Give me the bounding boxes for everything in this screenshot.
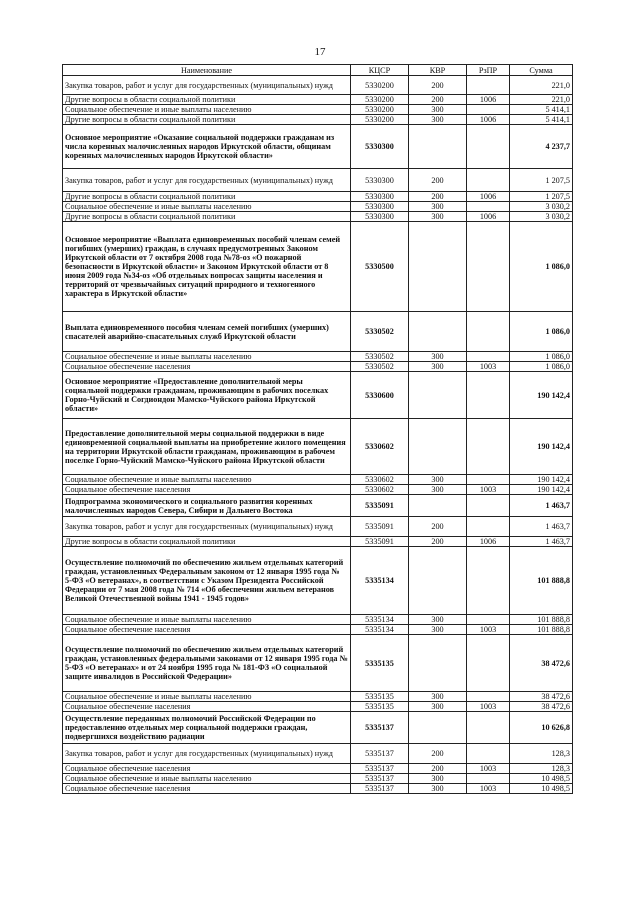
row-rzpr: 1003 [467, 764, 510, 774]
row-rzpr: 1003 [467, 485, 510, 495]
row-sum: 1 207,5 [510, 192, 573, 202]
row-sum: 1 086,0 [510, 312, 573, 352]
row-rzpr [467, 125, 510, 169]
row-sum: 221,0 [510, 95, 573, 105]
row-sum: 1 463,7 [510, 495, 573, 517]
row-sum: 221,0 [510, 76, 573, 95]
table-row [63, 362, 573, 372]
table-row [63, 202, 573, 212]
table-row [63, 547, 573, 615]
table-row [63, 169, 573, 192]
row-name: Социальное обеспечение населения [63, 702, 351, 712]
row-rzpr [467, 495, 510, 517]
row-rzpr: 1003 [467, 702, 510, 712]
row-name: Социальное обеспечение и иные выплаты населению [63, 352, 351, 362]
row-kcsr: 5335091 [351, 517, 409, 537]
row-name: Основное мероприятие «Выплата единовременных пособий членам семей погибших (умерших) граждан, в случаях предусмотренных Законом Иркутской области от 7 октября 2008 года №78-оз «О пожарной безопасности в Иркутской области» и Законом Иркутской области от 8 июня 2009 года №34-оз «Об отдельных вопросах защиты населения и территорий от чрезвычайных ситуаций природного и техногенного характера в Иркутской области» [63, 222, 351, 312]
row-rzpr: 1006 [467, 212, 510, 222]
row-kcsr: 5335135 [351, 635, 409, 692]
row-kvr: 300 [409, 362, 467, 372]
row-kcsr: 5335137 [351, 764, 409, 774]
row-kvr: 200 [409, 537, 467, 547]
row-kcsr: 5330300 [351, 202, 409, 212]
row-name: Социальное обеспечение населения [63, 764, 351, 774]
row-sum: 38 472,6 [510, 635, 573, 692]
row-rzpr [467, 372, 510, 419]
row-rzpr [467, 222, 510, 312]
row-sum: 190 142,4 [510, 475, 573, 485]
row-rzpr: 1003 [467, 625, 510, 635]
row-rzpr [467, 774, 510, 784]
row-name: Социальное обеспечение населения [63, 362, 351, 372]
row-kvr: 300 [409, 475, 467, 485]
table-row [63, 625, 573, 635]
row-kvr: 300 [409, 625, 467, 635]
row-kvr: 300 [409, 352, 467, 362]
row-kvr: 300 [409, 692, 467, 702]
row-sum: 3 030,2 [510, 202, 573, 212]
row-name: Закупка товаров, работ и услуг для государственных (муниципальных) нужд [63, 517, 351, 537]
row-rzpr [467, 169, 510, 192]
row-kvr [409, 495, 467, 517]
row-kcsr: 5335137 [351, 774, 409, 784]
row-sum: 38 472,6 [510, 702, 573, 712]
row-rzpr: 1003 [467, 362, 510, 372]
table-row [63, 352, 573, 362]
row-rzpr [467, 635, 510, 692]
row-name: Основное мероприятие «Оказание социальной поддержки гражданам из числа коренных малочисленных народов Иркутской области, общинам коренных малочисленных народов Иркутской области» [63, 125, 351, 169]
table-row [63, 495, 573, 517]
table-body [63, 76, 573, 794]
row-kcsr: 5330200 [351, 76, 409, 95]
row-rzpr [467, 615, 510, 625]
table-row [63, 312, 573, 352]
table-row [63, 517, 573, 537]
row-kvr [409, 712, 467, 744]
row-name: Другие вопросы в области социальной политики [63, 537, 351, 547]
row-kvr: 200 [409, 192, 467, 202]
row-name: Социальное обеспечение и иные выплаты населению [63, 475, 351, 485]
budget-table [62, 64, 573, 794]
row-kcsr: 5330500 [351, 222, 409, 312]
row-name: Социальное обеспечение населения [63, 485, 351, 495]
row-kcsr: 5330300 [351, 212, 409, 222]
table-row [63, 222, 573, 312]
table-row [63, 76, 573, 95]
row-sum: 190 142,4 [510, 419, 573, 475]
row-rzpr [467, 76, 510, 95]
table-row [63, 744, 573, 764]
row-name: Основное мероприятие «Предоставление дополнительной меры социальной поддержки гражданам, проживающим в рабочих поселках Горно-Чуйский и Согдиондон Мамско-Чуйского района Иркутской области» [63, 372, 351, 419]
row-kcsr: 5330602 [351, 485, 409, 495]
row-sum: 38 472,6 [510, 692, 573, 702]
row-rzpr [467, 202, 510, 212]
row-kvr [409, 312, 467, 352]
row-rzpr [467, 712, 510, 744]
row-sum: 101 888,8 [510, 625, 573, 635]
row-kcsr: 5330502 [351, 362, 409, 372]
row-kcsr: 5335137 [351, 744, 409, 764]
row-name: Подпрограмма экономического и социального развития коренных малочисленных народов Севера, Сибири и Дальнего Востока [63, 495, 351, 517]
table-row [63, 115, 573, 125]
row-kcsr: 5335135 [351, 692, 409, 702]
row-name: Другие вопросы в области социальной политики [63, 115, 351, 125]
row-sum: 190 142,4 [510, 372, 573, 419]
row-rzpr [467, 352, 510, 362]
row-kvr: 300 [409, 702, 467, 712]
row-name: Социальное обеспечение и иные выплаты населению [63, 202, 351, 212]
table-row [63, 615, 573, 625]
page-number: 17 [314, 46, 326, 58]
row-kcsr: 5330502 [351, 352, 409, 362]
table-row [63, 537, 573, 547]
row-name: Другие вопросы в области социальной политики [63, 212, 351, 222]
row-kcsr: 5335091 [351, 495, 409, 517]
table-row [63, 475, 573, 485]
row-kvr: 300 [409, 485, 467, 495]
row-rzpr: 1006 [467, 115, 510, 125]
row-name: Выплата единовременного пособия членам семей погибших (умерших) спасателей аварийно-спасательных служб Иркутской области [63, 312, 351, 352]
row-rzpr [467, 692, 510, 702]
table-row [63, 485, 573, 495]
row-sum: 101 888,8 [510, 615, 573, 625]
table-row [63, 712, 573, 744]
row-kvr [409, 419, 467, 475]
row-kvr [409, 547, 467, 615]
row-name: Закупка товаров, работ и услуг для государственных (муниципальных) нужд [63, 169, 351, 192]
row-name: Социальное обеспечение и иные выплаты населению [63, 692, 351, 702]
row-name: Социальное обеспечение населения [63, 625, 351, 635]
table-row [63, 635, 573, 692]
row-name: Предоставление дополнительной меры социальной поддержки в виде единовременной социальной выплаты на приобретение жилого помещения на территории Иркутской области гражданам, проживающим в рабочем поселке Горно-Чуйский Мамско-Чуйского района Иркутской области [63, 419, 351, 475]
row-kvr: 300 [409, 615, 467, 625]
row-sum: 5 414,1 [510, 105, 573, 115]
row-sum: 101 888,8 [510, 547, 573, 615]
row-kcsr: 5330502 [351, 312, 409, 352]
row-kvr [409, 372, 467, 419]
row-sum: 3 030,2 [510, 212, 573, 222]
row-kcsr: 5330300 [351, 192, 409, 202]
table-row [63, 192, 573, 202]
row-rzpr [467, 744, 510, 764]
row-sum: 128,3 [510, 764, 573, 774]
row-kcsr: 5330600 [351, 372, 409, 419]
row-name: Закупка товаров, работ и услуг для государственных (муниципальных) нужд [63, 76, 351, 95]
table-row [63, 105, 573, 115]
row-rzpr [467, 547, 510, 615]
row-sum: 10 498,5 [510, 774, 573, 784]
table-row [63, 95, 573, 105]
row-kcsr: 5335134 [351, 547, 409, 615]
row-kcsr: 5330200 [351, 105, 409, 115]
row-kvr: 300 [409, 202, 467, 212]
row-kvr: 200 [409, 76, 467, 95]
row-kcsr: 5335091 [351, 537, 409, 547]
row-sum: 10 498,5 [510, 784, 573, 794]
row-rzpr [467, 312, 510, 352]
row-sum: 4 237,7 [510, 125, 573, 169]
row-rzpr [467, 419, 510, 475]
row-rzpr: 1006 [467, 95, 510, 105]
row-kcsr: 5335134 [351, 615, 409, 625]
row-name: Социальное обеспечение населения [63, 784, 351, 794]
row-kvr: 300 [409, 212, 467, 222]
row-rzpr: 1006 [467, 192, 510, 202]
table-row [63, 784, 573, 794]
row-kvr: 300 [409, 774, 467, 784]
row-rzpr [467, 105, 510, 115]
row-kcsr: 5330200 [351, 95, 409, 105]
row-kvr: 200 [409, 95, 467, 105]
row-rzpr [467, 475, 510, 485]
row-name: Социальное обеспечение и иные выплаты населению [63, 774, 351, 784]
row-kvr: 200 [409, 744, 467, 764]
table-header-row [63, 65, 573, 76]
table-row [63, 702, 573, 712]
table-row [63, 372, 573, 419]
row-kcsr: 5330602 [351, 475, 409, 485]
row-kvr: 300 [409, 784, 467, 794]
row-name: Другие вопросы в области социальной политики [63, 192, 351, 202]
row-name: Социальное обеспечение и иные выплаты населению [63, 105, 351, 115]
row-kvr: 200 [409, 517, 467, 537]
table-row [63, 774, 573, 784]
row-name: Осуществление полномочий по обеспечению жильем отдельных категорий граждан, установленных Федеральным законом от 12 января 1995 года № 5-ФЗ «О ветеранах», в соответствии с Указом Президента Российской Федерации от 7 мая 2008 года № 714 «Об обеспечении жильем ветеранов Великой Отечественной войны 1941 - 1945 годов» [63, 547, 351, 615]
row-sum: 1 086,0 [510, 352, 573, 362]
row-kvr [409, 635, 467, 692]
row-kcsr: 5330300 [351, 125, 409, 169]
row-kvr [409, 222, 467, 312]
column-header-rzpr: РзПР [467, 65, 510, 76]
row-kcsr: 5330200 [351, 115, 409, 125]
column-header-sum: Сумма [510, 65, 573, 76]
row-kvr [409, 125, 467, 169]
row-rzpr: 1003 [467, 784, 510, 794]
row-name: Другие вопросы в области социальной политики [63, 95, 351, 105]
row-kcsr: 5330602 [351, 419, 409, 475]
row-sum: 1 463,7 [510, 517, 573, 537]
row-rzpr [467, 517, 510, 537]
row-kcsr: 5335137 [351, 784, 409, 794]
row-sum: 5 414,1 [510, 115, 573, 125]
table-row [63, 125, 573, 169]
row-sum: 190 142,4 [510, 485, 573, 495]
table-row [63, 212, 573, 222]
row-name: Осуществление переданных полномочий Российской Федерации по предоставлению отдельных мер социальной поддержки граждан, подвергшихся воздействию радиации [63, 712, 351, 744]
table-row [63, 692, 573, 702]
row-sum: 1 207,5 [510, 169, 573, 192]
row-kvr: 200 [409, 169, 467, 192]
row-sum: 1 086,0 [510, 362, 573, 372]
row-kcsr: 5330300 [351, 169, 409, 192]
row-name: Социальное обеспечение и иные выплаты населению [63, 615, 351, 625]
row-name: Осуществление полномочий по обеспечению жильем отдельных категорий граждан, установленных федеральными законами от 12 января 1995 года № 5-ФЗ «О ветеранах» и от 24 ноября 1995 года № 181-ФЗ «О социальной защите инвалидов в Российской Федерации» [63, 635, 351, 692]
row-kcsr: 5335137 [351, 712, 409, 744]
row-kcsr: 5335135 [351, 702, 409, 712]
table-row [63, 764, 573, 774]
row-kcsr: 5335134 [351, 625, 409, 635]
row-sum: 10 626,8 [510, 712, 573, 744]
column-header-kvr: КВР [409, 65, 467, 76]
column-header-name: Наименование [63, 65, 351, 76]
table-row [63, 419, 573, 475]
row-kvr: 300 [409, 115, 467, 125]
row-kvr: 300 [409, 105, 467, 115]
column-header-kcsr: КЦСР [351, 65, 409, 76]
row-sum: 1 463,7 [510, 537, 573, 547]
row-name: Закупка товаров, работ и услуг для государственных (муниципальных) нужд [63, 744, 351, 764]
row-kvr: 200 [409, 764, 467, 774]
row-sum: 1 086,0 [510, 222, 573, 312]
row-rzpr: 1006 [467, 537, 510, 547]
row-sum: 128,3 [510, 744, 573, 764]
